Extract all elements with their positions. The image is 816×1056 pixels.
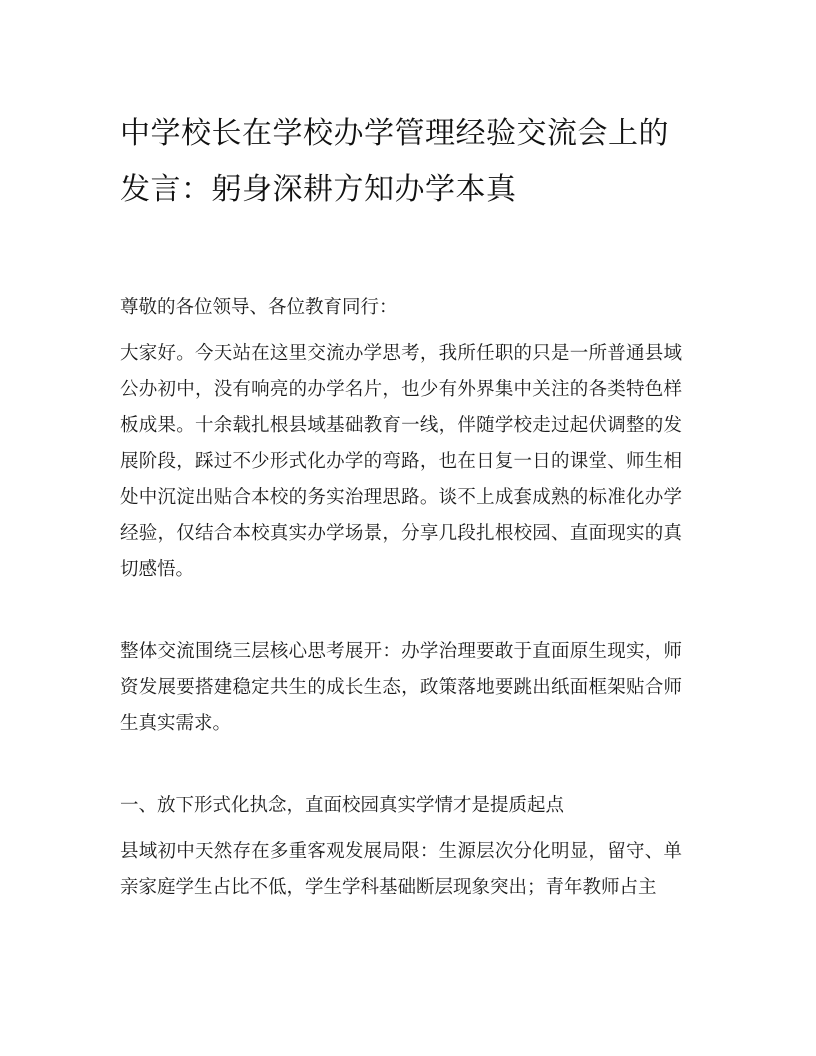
overview-paragraph: 整体交流围绕三层核心思考展开：办学治理要敢于直面原生现实，师资发展要搭建稳定共生的成长生态，政策落地要跳出纸面框架贴合师生真实需求。 bbox=[120, 641, 682, 734]
greeting: 尊敬的各位领导、各位教育同行： bbox=[120, 297, 398, 318]
section-1-paragraph: 县域初中天然存在多重客观发展局限：生源层次分化明显，留守、单亲家庭学生占比不低，学生学科基础断层现象突出；青年教师占主 bbox=[120, 841, 682, 898]
document-title: 中学校长在学校办学管理经验交流会上的发言：躬身深耕方知办学本真 bbox=[120, 116, 669, 207]
section-heading-1: 一、放下形式化执念，直面校园真实学情才是提质起点 bbox=[120, 795, 565, 816]
intro-paragraph: 大家好。今天站在这里交流办学思考，我所任职的只是一所普通县域公办初中，没有响亮的办学名片，也少有外界集中关注的各类特色样板成果。十余载扎根县域基础教育一线，伴随学校走过起伏调整的发展阶段，踩过不少形式化办学的弯路，也在日复一日的课堂、师生相处中沉淀出贴合本校的务实治理思路。谈不上成套成熟的标准化办学经验，仅结合本校真实办学场景，分享几段扎根校园、直面现实的真切感悟。 bbox=[120, 343, 682, 580]
